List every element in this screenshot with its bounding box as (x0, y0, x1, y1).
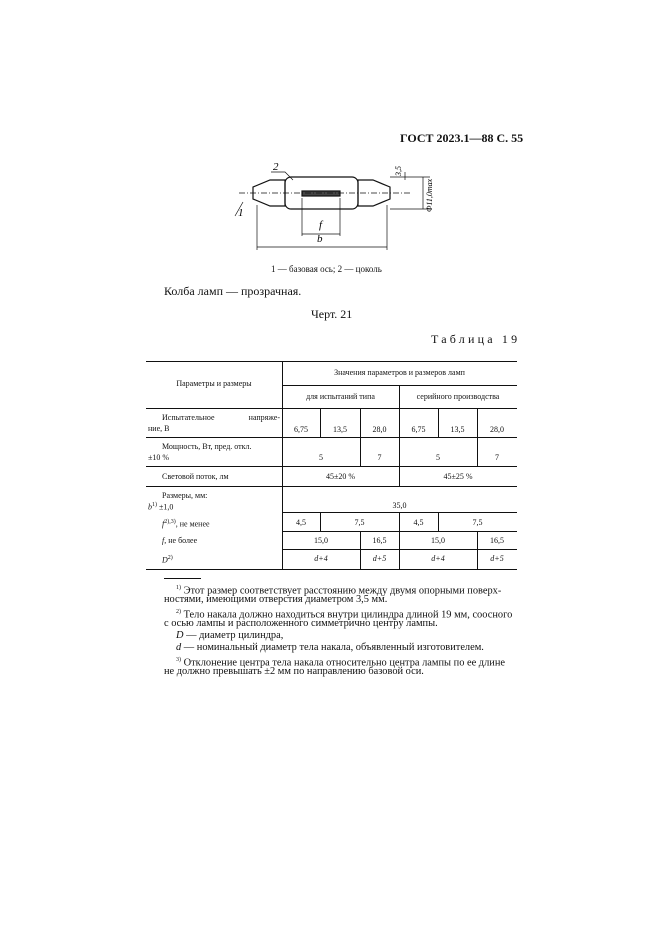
cell: 45±20 % (325, 472, 356, 481)
cell: 6,75 (411, 425, 426, 434)
bulb-note: Колба ламп — прозрачная. (164, 284, 302, 298)
th-values: Значения параметров и размеров ламп (334, 368, 465, 377)
dim-phi: Ф11,0max (425, 178, 434, 212)
page-header: ГОСТ 2023.1—88 С. 55 (400, 131, 524, 145)
dim-b: b (317, 233, 323, 245)
footnote-1: $^{1)}$ Этот размер соответствует расстоянию между двумя опорными поверх- (176, 585, 502, 597)
th-type: для испытаний типа (306, 392, 375, 401)
cell: 16,5 (490, 536, 504, 545)
cell: 13,5 (450, 425, 465, 434)
cell: 7 (495, 453, 499, 462)
footnote-3-cont: не должно превышать ±2 мм по направлению базовой оси. (164, 666, 424, 677)
cell: 4,5 (296, 518, 306, 527)
row-power-label: Мощность, Вт, пред. откл. (162, 442, 252, 451)
figure-caption: 1 — базовая ось; 2 — цоколь (271, 264, 382, 274)
footnote-divider (164, 578, 201, 579)
cell: 5 (319, 453, 323, 462)
cell: 7 (377, 453, 382, 462)
row-voltage-label: Испытательное напряже- (162, 413, 280, 422)
footnote-2-cont: с осью лампы и расположенного симметрично центру лампы. (164, 618, 438, 629)
row-flux-label: Световой поток, лм (162, 472, 229, 481)
cell: 6,75 (294, 425, 308, 434)
footnote-1-cont: ностями, имеющими отверстия диаметром 3,5 мм. (164, 594, 388, 605)
cell: d+5 (372, 554, 387, 563)
cell: 15,0 (314, 536, 328, 545)
row-fmax-label: f, не более (162, 536, 198, 545)
row-b-label: $b^{1)} \pm 1,0$ (148, 502, 174, 512)
cell: 4,5 (413, 518, 424, 527)
table-title: Таблица 19 (431, 332, 521, 346)
row-power-label-2: ±10 % (148, 453, 170, 462)
footnote-D: D — диаметр цилиндра, (176, 630, 284, 641)
cell: 13,5 (333, 425, 347, 434)
footnote-2: $^{2)}$ Тело накала должно находиться внутри цилиндра длиной 19 мм, соосного (176, 609, 513, 621)
cell: 45±25 % (443, 472, 473, 481)
footnote-3: $^{3)}$ Отклонение центра тела накала относительно центра лампы по ее длине (176, 657, 506, 669)
row-D-label: $D^{2)}$ (162, 555, 173, 565)
row-fmin-label: $f^{2),3)}$, не менее (162, 519, 210, 529)
cell: d+5 (490, 554, 504, 563)
cell: 35,0 (392, 501, 407, 510)
cell: 16,5 (372, 536, 387, 545)
cell: 5 (436, 453, 440, 462)
th-params: Параметры и размеры (176, 379, 252, 388)
row-voltage-label-2: ние, В (148, 424, 170, 433)
cell: d+4 (314, 554, 328, 563)
cell: 28,0 (490, 425, 504, 434)
cell: 7,5 (354, 518, 365, 527)
cell: 28,0 (372, 425, 387, 434)
row-sizes-label: Размеры, мм: (162, 491, 208, 500)
cell: 15,0 (431, 536, 445, 545)
figure-label: Черт. 21 (311, 307, 353, 321)
callout-2: 2 (273, 161, 279, 173)
footnote-d: d — номинальный диаметр тела накала, объявленный изготовителем. (176, 642, 484, 653)
dim-f: f (319, 219, 323, 231)
cell: 7,5 (472, 518, 483, 527)
callout-1: 1 (238, 207, 244, 219)
dim-3-5: 3,5 (394, 166, 403, 176)
th-serial: серийного производства (416, 392, 500, 401)
cell: d+4 (431, 554, 445, 563)
